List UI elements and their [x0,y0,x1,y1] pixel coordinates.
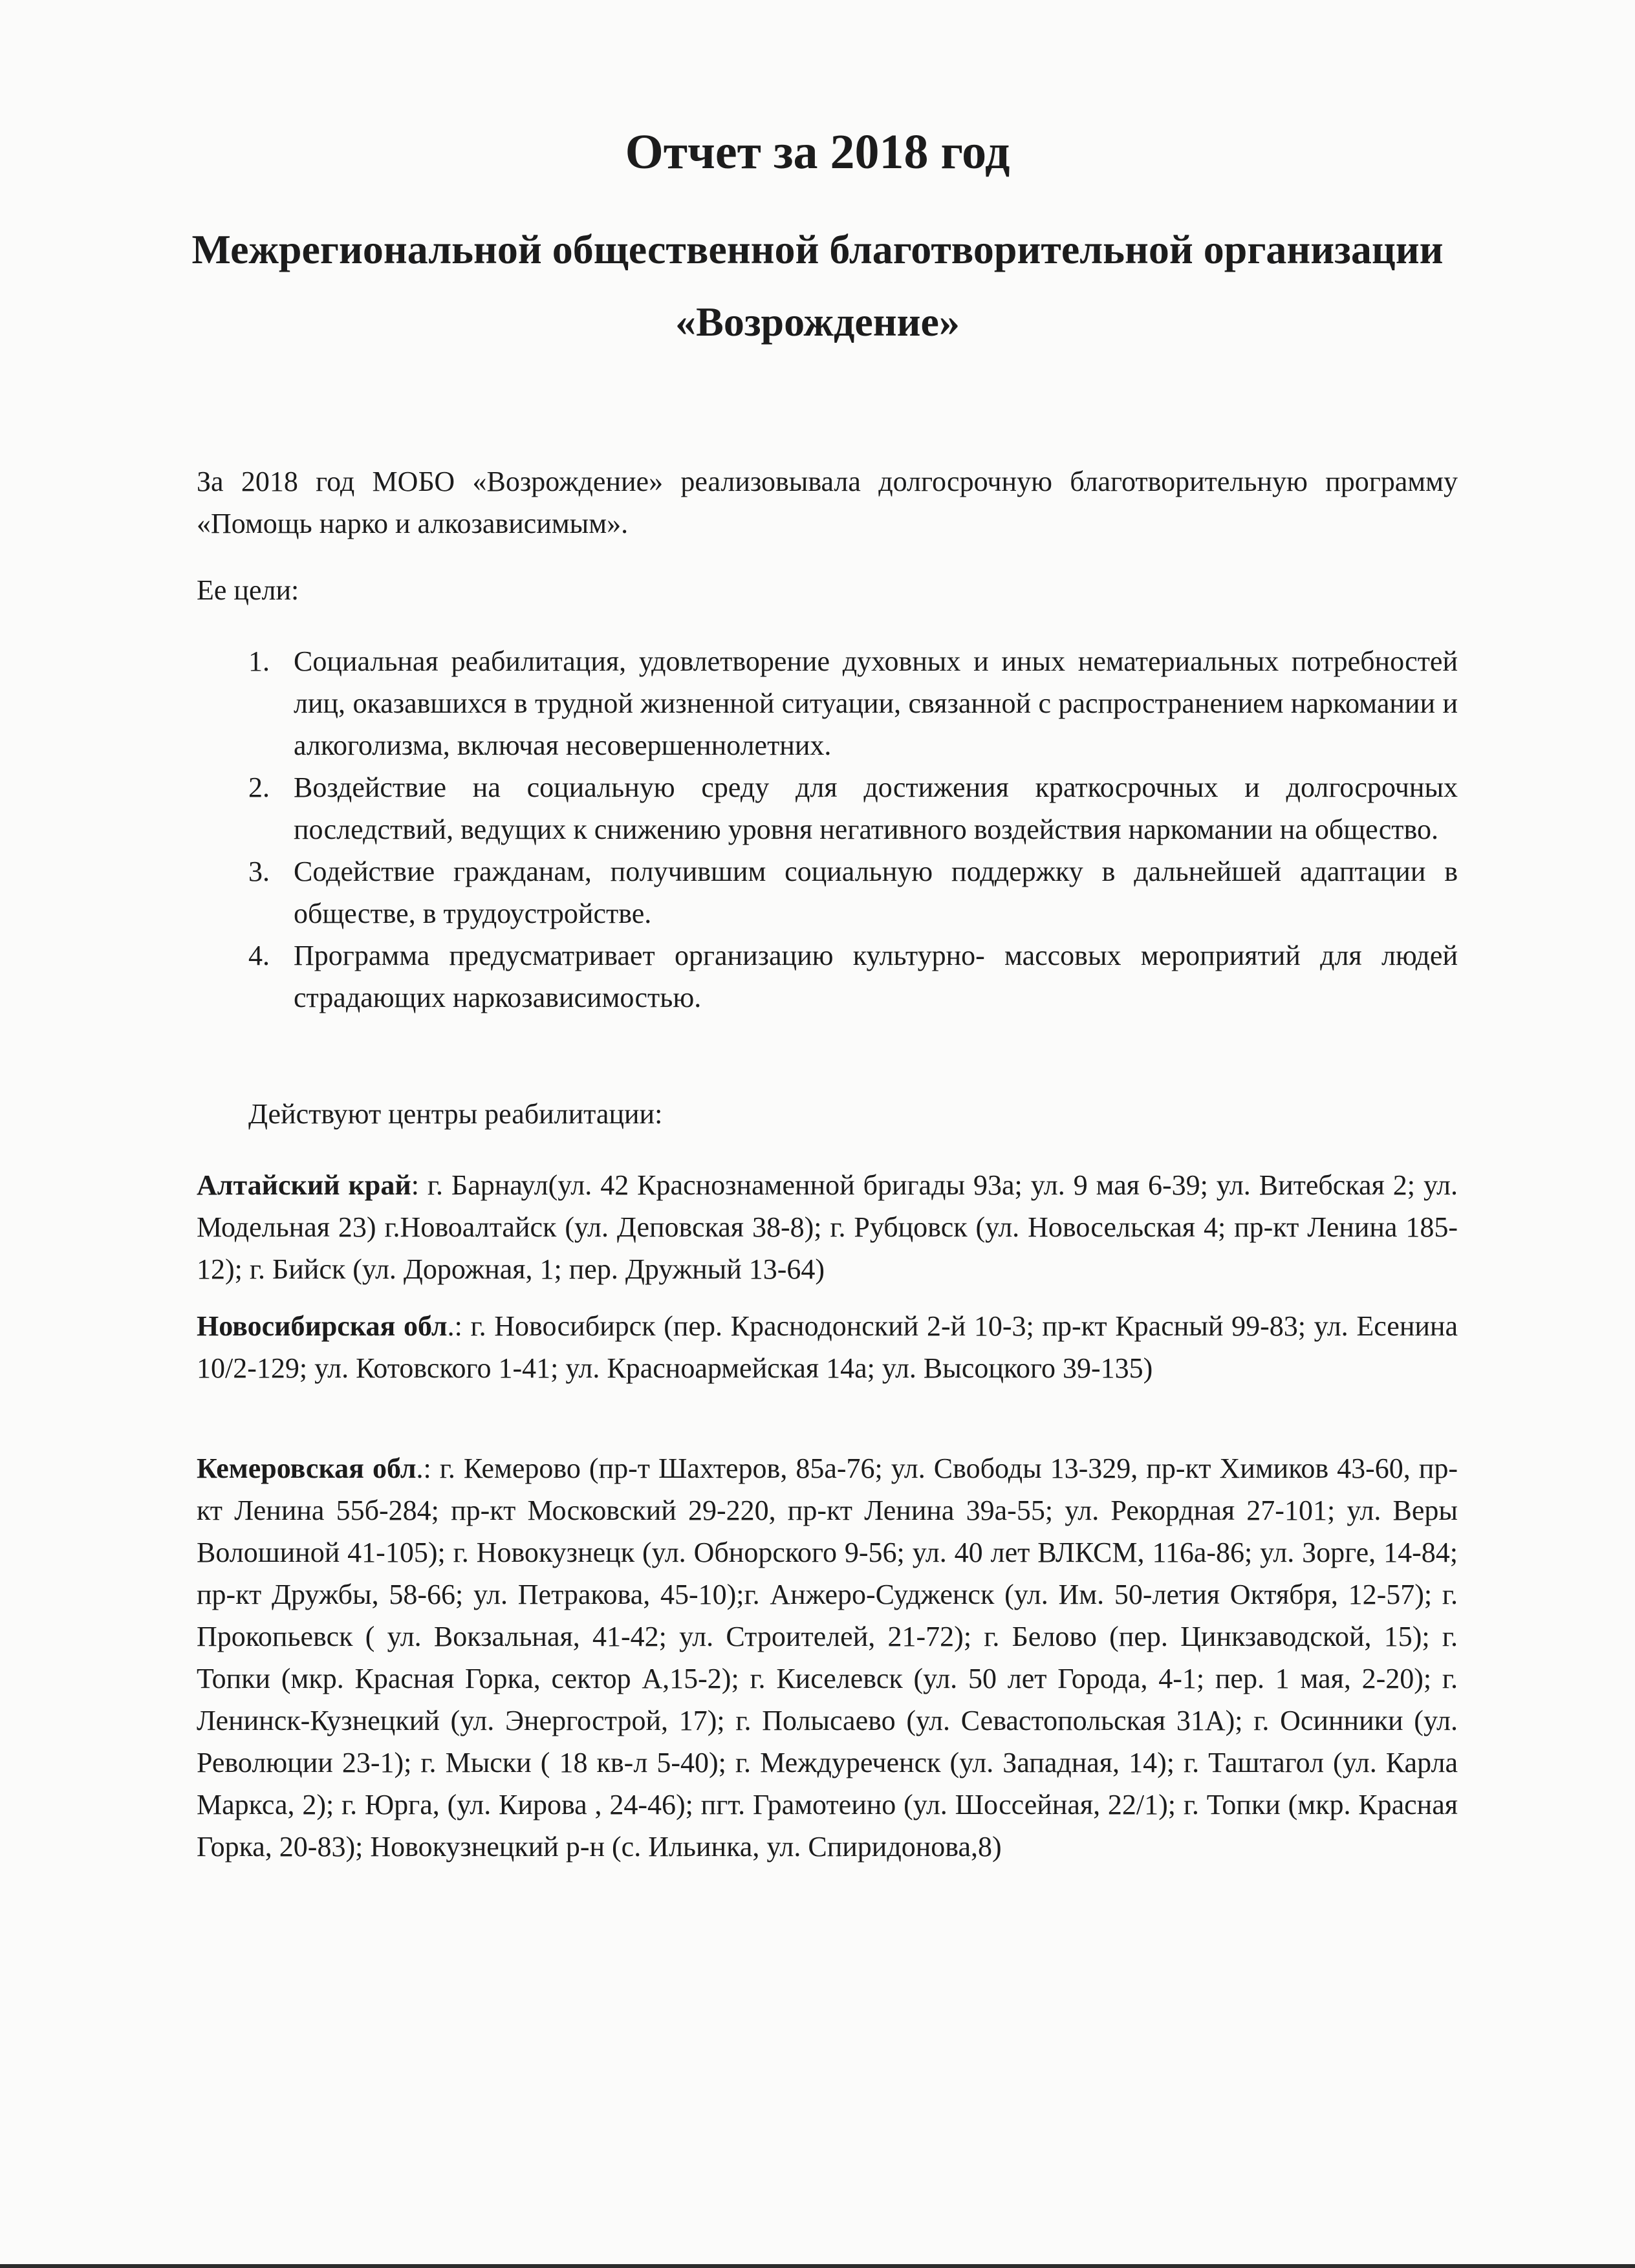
region-paragraph-novosibirsk [197,1305,1458,1389]
list-item-text: Социальная реабилитация, удовлетворение духовных и иных нематериальных потребностей лиц, оказавшихся в трудной жизненной ситуации, связанной с распространением наркомании и алкоголизма, включая несовершеннолетних. [294,645,1458,761]
intro-paragraph: За 2018 год МОБО «Возрождение» реализовывала долгосрочную благотворительную программу «Помощь нарко и алкозависимым». [197,466,1458,539]
goals-heading: Ее цели: [197,574,299,606]
scan-edge-line [0,2264,1635,2268]
goals-list [197,640,1458,1019]
region-name: Алтайский край [197,1169,411,1201]
region-name: Новосибирская обл [197,1310,448,1342]
region-name: Кемеровская обл [197,1453,417,1484]
region-addresses: .: г. Новосибирск (пер. Краснодонский 2-й 10-3; пр-кт Красный 99-83; ул. Есенина 10/2-129; ул. Котовского 1-41; ул. Красноармейская 14а; ул. Высоцкого 39-135) [197,1310,1458,1384]
centers-heading: Действуют центры реабилитации: [248,1098,663,1130]
region-paragraph-kemerovo [197,1447,1458,1868]
list-item [197,850,1458,934]
list-item [197,640,1458,766]
list-item-text: Воздействие на социальную среду для достижения краткосрочных и долгосрочных последствий, ведущих к снижению уровня негативного воздействия наркомании на общество. [294,772,1458,845]
list-item-text: Содействие гражданам, получившим социальную поддержку в дальнейшей адаптации в обществе, в трудоустройстве. [294,856,1458,929]
list-item-number: 4. [248,940,270,971]
list-item-number: 1. [248,645,270,677]
list-item [197,934,1458,1019]
region-paragraph-altai [197,1164,1458,1290]
document-title: Отчет за 2018 год [625,125,1010,179]
list-item-number: 3. [248,856,270,887]
region-addresses: : г. Барнаул(ул. 42 Краснознаменной бригады 93а; ул. 9 мая 6-39; ул. Витебская 2; ул. Модельная 23) г.Новоалтайск (ул. Деповская 38-8); г. Рубцовск (ул. Новосельская 4; пр-кт Ленина 185-12); г. Бийск (ул. Дорожная, 1; пер. Дружный 13-64) [197,1169,1458,1285]
document-subtitle: Межрегиональной общественной благотворительной организации «Возрождение» [191,226,1444,345]
list-item-text: Программа предусматривает организацию культурно- массовых мероприятий для людей страдающих наркозависимостью. [294,940,1458,1013]
list-item-number: 2. [248,772,270,803]
list-item [197,766,1458,850]
region-addresses: .: г. Кемерово (пр-т Шахтеров, 85а-76; ул. Свободы 13-329, пр-кт Химиков 43-60, пр-кт Ленина 55б-284; пр-кт Московский 29-220, пр-кт Ленина 39а-55; ул. Рекордная 27-101; ул. Веры Волошиной 41-105); г. Новокузнецк (ул. Обнорского 9-56; ул. 40 лет ВЛКСМ, 116а-86; ул. Зорге, 14-84; пр-кт Дружбы, 58-66; ул. Петракова, 45-10);г. Анжеро-Судженск (ул. Им. 50-летия Октября, 12-57); г. Прокопьевск ( ул. Вокзальная, 41-42; ул. Строителей, 21-72); г. Белово (пер. Цинкзаводской, 15); г. Топки (мкр. Красная Горка, сектор А,15-2); г. Киселевск (ул. 50 лет Города, 4-1; пер. 1 мая, 2-20); г. Ленинск-Кузнецкий (ул. Энергострой, 17); г. Полысаево (ул. Севастопольская 31А); г. Осинники (ул. Революции 23-1); г. Мыски ( 18 кв-л 5-40); г. Междуреченск (ул. Западная, 14); г. Таштагол (ул. Карла Маркса, 2); г. Юрга, (ул. Кирова , 24-46); пгт. Грамотеино (ул. Шоссейная, 22/1); г. Топки (мкр. Красная Горка, 20-83); Новокузнецкий р-н (с. Ильинка, ул. Спиридонова,8) [197,1453,1458,1863]
